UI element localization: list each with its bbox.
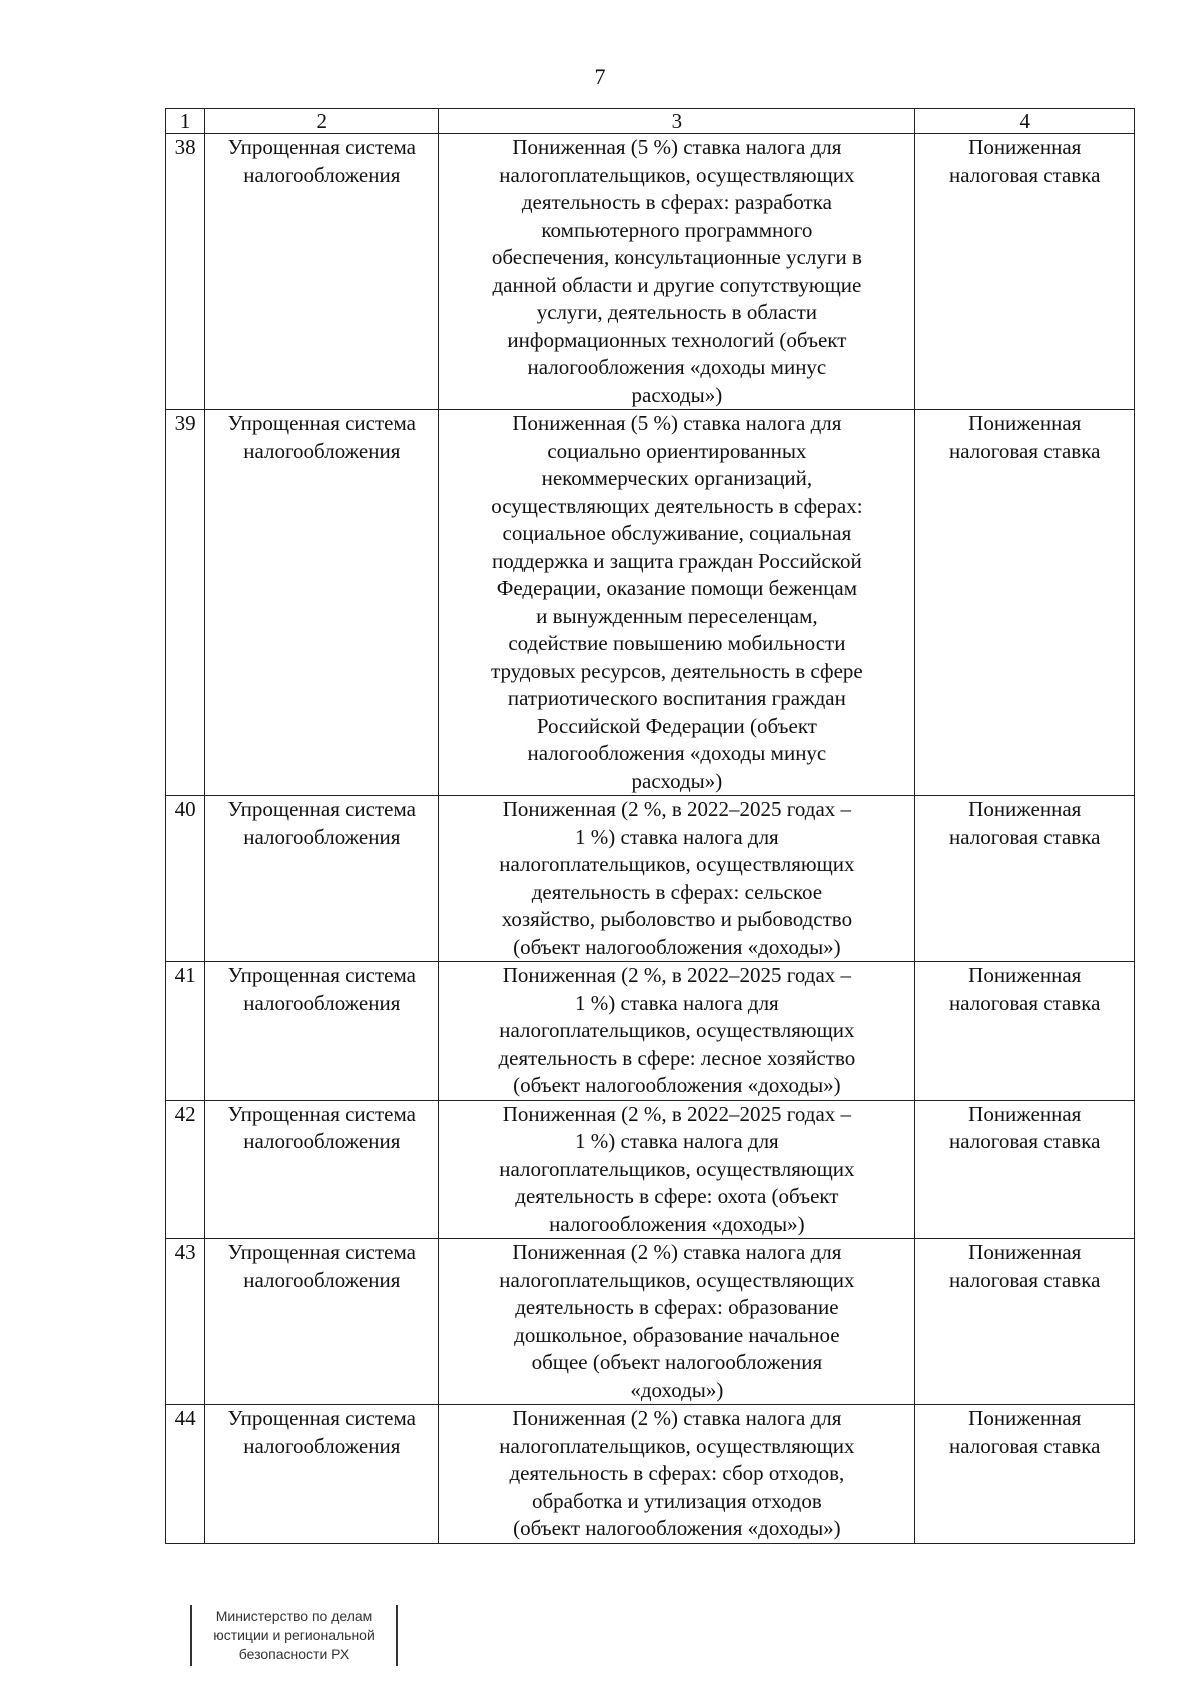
benefit-description-cell-line: Пониженная (2 %) ставка налога для <box>512 1406 842 1430</box>
benefit-description-cell-line: социальное обслуживание, социальная <box>502 521 852 545</box>
tax-regime-cell-line: налогообложения <box>243 162 401 187</box>
benefit-description-cell <box>439 410 915 796</box>
benefit-description-cell <box>439 962 915 1101</box>
benefit-type-cell-line: налоговая ставка <box>949 824 1101 849</box>
benefit-description-cell-line: и вынужденным переселенцам, <box>536 603 818 628</box>
tax-regime-cell-line: Упрощенная система <box>227 797 416 821</box>
header-cell-2: 2 <box>205 109 439 134</box>
benefit-type-cell <box>915 410 1135 796</box>
benefit-type-cell-line: Пониженная <box>968 1240 1082 1264</box>
benefit-description-cell-line: деятельность в сферах: сбор отходов, <box>509 1461 845 1485</box>
benefit-description-cell-line: Пониженная (2 %, в 2022–2025 годах – <box>502 963 852 987</box>
benefit-description-cell-line: налогообложения «доходы минус <box>527 355 827 379</box>
tax-regime-cell <box>205 796 439 962</box>
benefit-description-cell-line: трудовых ресурсов, деятельность в сфере <box>491 658 863 683</box>
benefit-description-cell <box>439 1405 915 1544</box>
tax-regime-cell <box>205 1405 439 1544</box>
benefit-type-cell <box>915 1239 1135 1405</box>
benefit-description-cell-line: 1 %) ставка налога для <box>575 990 779 1015</box>
row-number-cell: 44 <box>166 1405 205 1544</box>
tax-benefits-table <box>165 108 1135 1544</box>
benefit-type-cell <box>915 1100 1135 1239</box>
benefit-description-cell-line: налогоплательщиков, осуществляющих <box>499 1433 855 1458</box>
table-body <box>166 109 1135 1544</box>
tax-regime-cell-line: налогообложения <box>243 1267 401 1292</box>
benefit-type-cell-line: налоговая ставка <box>949 990 1101 1015</box>
benefit-type-cell-line: налоговая ставка <box>949 162 1101 187</box>
benefit-description-cell-line: компьютерного программного <box>541 217 813 242</box>
tax-regime-cell <box>205 962 439 1101</box>
table-row <box>166 796 1135 962</box>
benefit-description-cell-line: патриотического воспитания граждан <box>507 686 846 710</box>
stamp-line: Министерство по делам <box>215 1608 373 1624</box>
tax-regime-cell <box>205 1239 439 1405</box>
table-header-row <box>166 109 1135 134</box>
benefit-description-cell-line: деятельность в сферах: сельское <box>531 879 823 904</box>
benefit-type-cell-line: налоговая ставка <box>949 1433 1101 1458</box>
page-number: 7 <box>594 64 606 89</box>
benefit-description-cell-line: обработка и утилизация отходов <box>532 1488 822 1513</box>
row-number-cell: 39 <box>166 410 205 796</box>
benefit-description-cell-line: налогоплательщиков, осуществляющих <box>499 852 855 876</box>
row-number-cell: 43 <box>166 1239 205 1405</box>
tax-regime-cell-line: Упрощенная система <box>227 411 416 435</box>
benefit-description-cell-line: социально ориентированных <box>547 438 807 463</box>
table-row <box>166 1405 1135 1544</box>
table-row <box>166 1100 1135 1239</box>
benefit-description-cell-line: деятельность в сферах: разработка <box>521 190 832 214</box>
benefit-type-cell-line: налоговая ставка <box>949 1267 1101 1292</box>
table-row <box>166 410 1135 796</box>
benefit-type-cell-line: налоговая ставка <box>949 438 1101 463</box>
benefit-description-cell-line: 1 %) ставка налога для <box>575 1129 779 1153</box>
tax-regime-cell-line: налогообложения <box>243 438 401 463</box>
benefit-type-cell-line: Пониженная <box>968 135 1082 159</box>
benefit-description-cell-line: обеспечения, консультационные услуги в <box>491 245 862 269</box>
benefit-type-cell-line: Пониженная <box>968 1406 1082 1430</box>
benefit-type-cell <box>915 1405 1135 1544</box>
table-row <box>166 1239 1135 1405</box>
tax-regime-cell-line: Упрощенная система <box>227 1101 416 1126</box>
benefit-description-cell-line: 1 %) ставка налога для <box>575 824 779 849</box>
benefit-description-cell-line: некоммерческих организаций, <box>541 466 813 490</box>
benefit-description-cell-line: поддержка и защита граждан Российской <box>492 548 862 573</box>
benefit-description-cell-line: налогообложения «доходы») <box>549 1211 805 1236</box>
benefit-description-cell-line: услуги, деятельность в области <box>536 300 818 324</box>
benefit-description-cell-line: Пониженная (5 %) ставка налога для <box>512 411 842 435</box>
header-cell-1: 1 <box>166 109 205 134</box>
benefit-description-cell <box>439 1239 915 1405</box>
benefit-type-cell <box>915 796 1135 962</box>
benefit-description-cell-line: налогообложения «доходы минус <box>527 741 827 765</box>
benefit-description-cell-line: налогоплательщиков, осуществляющих <box>499 1156 855 1181</box>
benefit-description-cell-line: хозяйство, рыболовство и рыбоводство <box>501 907 853 931</box>
benefit-type-cell <box>915 134 1135 410</box>
ministry-stamp <box>190 1605 398 1666</box>
benefit-description-cell-line: расходы») <box>631 768 723 793</box>
benefit-description-cell <box>439 134 915 410</box>
benefit-description-cell-line: налогоплательщиков, осуществляющих <box>499 162 855 187</box>
tax-regime-cell-line: Упрощенная система <box>227 135 416 159</box>
benefit-description-cell-line: (объект налогообложения «доходы») <box>513 934 841 959</box>
benefit-description-cell-line: расходы») <box>631 382 723 407</box>
benefit-description-cell-line: информационных технологий (объект <box>507 327 847 352</box>
benefit-description-cell-line: (объект налогообложения «доходы») <box>513 1516 841 1540</box>
benefit-description-cell-line: деятельность в сфере: охота (объект <box>515 1184 839 1208</box>
benefit-description-cell-line: Пониженная (5 %) ставка налога для <box>512 135 842 159</box>
benefit-description-cell-line: Российской Федерации (объект <box>536 713 817 738</box>
table-row <box>166 962 1135 1101</box>
tax-regime-cell-line: налогообложения <box>243 1433 401 1458</box>
row-number-cell: 38 <box>166 134 205 410</box>
header-cell-4: 4 <box>915 109 1135 134</box>
tax-regime-cell-line: Упрощенная система <box>227 963 416 987</box>
tax-regime-cell <box>205 134 439 410</box>
tax-regime-cell-line: налогообложения <box>243 1129 401 1153</box>
row-number-cell: 42 <box>166 1100 205 1239</box>
tax-regime-cell-line: Упрощенная система <box>227 1406 416 1430</box>
stamp-line: юстиции и региональной <box>213 1627 375 1643</box>
benefit-description-cell-line: деятельность в сферах: образование <box>515 1295 839 1319</box>
benefit-type-cell-line: Пониженная <box>968 411 1082 435</box>
benefit-description-cell-line: общее (объект налогообложения <box>531 1350 823 1374</box>
benefit-description-cell-line: осуществляющих деятельность в сферах: <box>491 493 863 518</box>
tax-regime-cell-line: Упрощенная система <box>227 1240 416 1264</box>
tax-regime-cell <box>205 1100 439 1239</box>
benefit-type-cell-line: Пониженная <box>968 963 1082 987</box>
benefit-description-cell-line: данной области и другие сопутствующие <box>492 272 862 297</box>
benefit-description-cell-line: Пониженная (2 %, в 2022–2025 годах – <box>502 797 852 821</box>
benefit-description-cell-line: содействие повышению мобильности <box>508 631 846 655</box>
benefit-type-cell <box>915 962 1135 1101</box>
tax-regime-cell <box>205 410 439 796</box>
benefit-description-cell-line: (объект налогообложения «доходы») <box>513 1073 841 1097</box>
tax-regime-cell-line: налогообложения <box>243 990 401 1015</box>
row-number-cell: 41 <box>166 962 205 1101</box>
benefit-description-cell-line: налогоплательщиков, осуществляющих <box>499 1018 855 1042</box>
benefit-description-cell-line: Пониженная (2 %, в 2022–2025 годах – <box>502 1101 852 1126</box>
header-cell-3: 3 <box>439 109 915 134</box>
benefit-description-cell-line: «доходы») <box>630 1377 724 1402</box>
benefit-type-cell-line: налоговая ставка <box>949 1129 1101 1153</box>
table-row <box>166 134 1135 410</box>
benefit-description-cell <box>439 1100 915 1239</box>
stamp-line: безопасности РХ <box>238 1646 350 1662</box>
benefit-description-cell-line: Федерации, оказание помощи беженцам <box>496 576 857 600</box>
benefit-description-cell <box>439 796 915 962</box>
row-number-cell: 40 <box>166 796 205 962</box>
tax-regime-cell-line: налогообложения <box>243 824 401 849</box>
benefit-type-cell-line: Пониженная <box>968 1101 1082 1126</box>
benefit-type-cell-line: Пониженная <box>968 797 1082 821</box>
benefit-description-cell-line: дошкольное, образование начальное <box>514 1322 840 1347</box>
benefit-description-cell-line: деятельность в сфере: лесное хозяйство <box>498 1045 856 1070</box>
benefit-description-cell-line: налогоплательщиков, осуществляющих <box>499 1267 855 1292</box>
benefit-description-cell-line: Пониженная (2 %) ставка налога для <box>512 1240 842 1264</box>
